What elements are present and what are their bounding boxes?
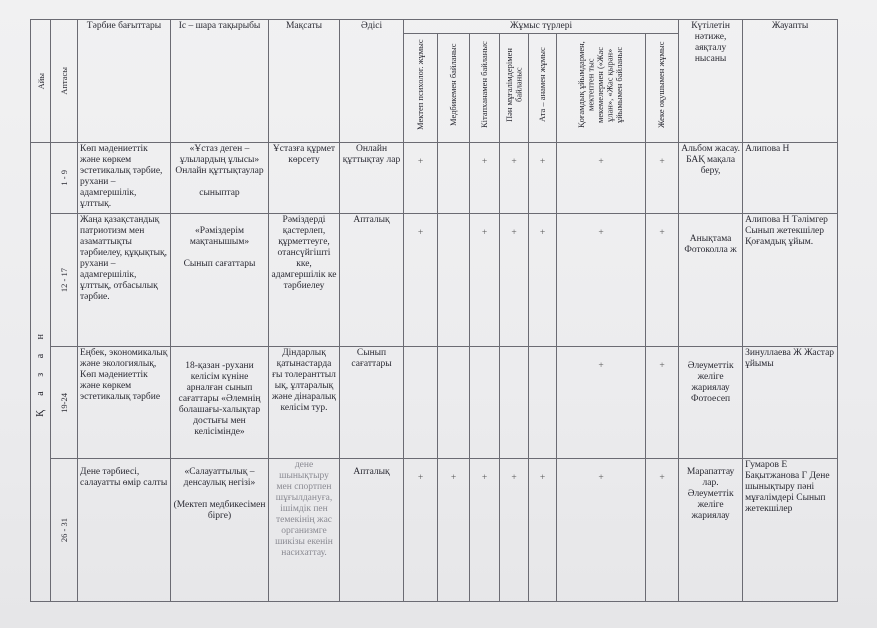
header-goal: Мақсаты bbox=[269, 20, 340, 143]
header-result: Күтілетін нәтиже, аяқталу нысаны bbox=[679, 20, 743, 143]
mark-cell: + bbox=[529, 214, 557, 347]
subheader-public-orgs: Қоғамдық ұйымдармен, мектептен тыс мекемелермен («Жас ұлан», «Жас қыран» ұйымымен байланыс bbox=[557, 34, 646, 143]
subheader-nurse: Медбикемен байланыс bbox=[438, 34, 470, 143]
mark-cell bbox=[470, 347, 500, 459]
mark-cell: + bbox=[470, 214, 500, 347]
responsible-cell: Алипова Н Тәлімгер Сынып жетекшілер Қоғамдық ұйым. bbox=[743, 214, 838, 347]
mark-cell: + bbox=[646, 459, 679, 602]
subheader-individual: Жеке оқушымен жұмыс bbox=[646, 34, 679, 143]
header-work-types: Жұмыс түрлері bbox=[404, 20, 679, 34]
week-cell: 1 - 9 bbox=[51, 143, 78, 214]
table-row bbox=[31, 347, 838, 459]
week-cell: 19-24 bbox=[51, 347, 78, 459]
mark-cell: + bbox=[529, 459, 557, 602]
method-cell: Апталық bbox=[340, 214, 404, 347]
mark-cell bbox=[438, 214, 470, 347]
mark-cell bbox=[438, 347, 470, 459]
goal-cell: Ұстазға құрмет көрсету bbox=[269, 143, 340, 214]
mark-cell: + bbox=[646, 143, 679, 214]
method-cell: Сынып сағаттары bbox=[340, 347, 404, 459]
mark-cell: + bbox=[470, 459, 500, 602]
goal-cell: Рәміздерді қастерлеп, құрметтеуге, отансүйгішті кке, адамгершілік ке тәрбиелеу bbox=[269, 214, 340, 347]
subheader-psychologist: Мектеп психолог. жұмыс bbox=[404, 34, 438, 143]
table-row bbox=[31, 214, 838, 347]
mark-cell bbox=[500, 347, 529, 459]
mark-cell: + bbox=[557, 459, 646, 602]
event-cell: 18-қазан -рухани келісім күніне арналған сынып сағаттары «Әлемнің болашағы-халықтар достығы мен келісімінде» bbox=[171, 347, 269, 459]
responsible-cell: Зинуллаева Ж Жастар ұйымы bbox=[743, 347, 838, 459]
header-week: Аптасы bbox=[51, 20, 78, 143]
mark-cell: + bbox=[557, 347, 646, 459]
header-event: Іс – шара тақырыбы bbox=[171, 20, 269, 143]
mark-cell: + bbox=[500, 214, 529, 347]
week-cell: 12 - 17 bbox=[51, 214, 78, 347]
event-cell: «Ұстаз деген – ұлылардың ұлысы» Онлайн құттықтаулар сыныптар bbox=[171, 143, 269, 214]
header-responsible: Жауапты bbox=[743, 20, 838, 143]
mark-cell: + bbox=[529, 143, 557, 214]
mark-cell bbox=[529, 347, 557, 459]
subheader-teachers: Пән мұғалімдерімен байланыс bbox=[500, 34, 529, 143]
goal-cell: дене шынықтыру мен спортпен шұғылдануға, ішімдік пен темекінің жас организмге шикізы екенін насихаттау. bbox=[269, 459, 340, 602]
event-cell: «Рәміздерім мақтанышым» Сынып сағаттары bbox=[171, 214, 269, 347]
mark-cell: + bbox=[500, 143, 529, 214]
header-month: Айы bbox=[31, 20, 51, 143]
goal-cell: Діндарлық қатынастарда ғы толеранттыл ық, ұлтаралық және дінаралық келісім тур. bbox=[269, 347, 340, 459]
result-cell: Анықтама Фотоколла ж bbox=[679, 214, 743, 347]
result-cell: Альбом жасау. БАҚ мақала беру, bbox=[679, 143, 743, 214]
subheader-parents: Ата – анамен жұмыс bbox=[529, 34, 557, 143]
table-row bbox=[31, 143, 838, 214]
header-direction: Тәрбие бағыттары bbox=[78, 20, 171, 143]
header-row bbox=[31, 20, 838, 34]
mark-cell: + bbox=[557, 143, 646, 214]
method-cell: Апталық bbox=[340, 459, 404, 602]
mark-cell: + bbox=[438, 459, 470, 602]
direction-cell: Дене тәрбиесі, салауатты өмір салты bbox=[78, 459, 171, 602]
direction-cell: Жаңа қазақстандық патриотизм мен азаматтықты тәрбиелеу, құқықтық, рухани – адамгершілік, ұлттық, отбасылық тәрбие. bbox=[78, 214, 171, 347]
mark-cell bbox=[438, 143, 470, 214]
mark-cell: + bbox=[404, 459, 438, 602]
header-method: Әдісі bbox=[340, 20, 404, 143]
mark-cell: + bbox=[470, 143, 500, 214]
mark-cell bbox=[404, 347, 438, 459]
mark-cell: + bbox=[404, 143, 438, 214]
mark-cell: + bbox=[500, 459, 529, 602]
event-cell: «Салауаттылық – денсаулық негізі» (Мектеп медбикесімен бірге) bbox=[171, 459, 269, 602]
mark-cell: + bbox=[557, 214, 646, 347]
responsible-cell: Гумаров Е Бақытжанова Г Дене шынықтыру пәні мұғалімдері Сынып жетекшілер bbox=[743, 459, 838, 602]
subheader-library: Кітапханамен байланыс bbox=[470, 34, 500, 143]
mark-cell: + bbox=[646, 347, 679, 459]
week-cell: 26 - 31 bbox=[51, 459, 78, 602]
method-cell: Онлайн құттықтау лар bbox=[340, 143, 404, 214]
responsible-cell: Алипова Н bbox=[743, 143, 838, 214]
direction-cell: Көп мәдениеттік және көркем эстетикалық тәрбие, рухани – адамгершілік, ұлттық. bbox=[78, 143, 171, 214]
month-cell: Қ а з а н bbox=[31, 143, 51, 602]
result-cell: Марапаттау лар. Әлеуметтік желіге жариялау bbox=[679, 459, 743, 602]
direction-cell: Еңбек, экономикалық және экологиялық, Көп мәдениеттік және көркем эстетикалық тәрбие bbox=[78, 347, 171, 459]
table-row bbox=[31, 459, 838, 602]
result-cell: Әлеуметтік желіге жариялау Фотоесеп bbox=[679, 347, 743, 459]
event-plan-table bbox=[30, 19, 838, 602]
mark-cell: + bbox=[646, 214, 679, 347]
mark-cell: + bbox=[404, 214, 438, 347]
